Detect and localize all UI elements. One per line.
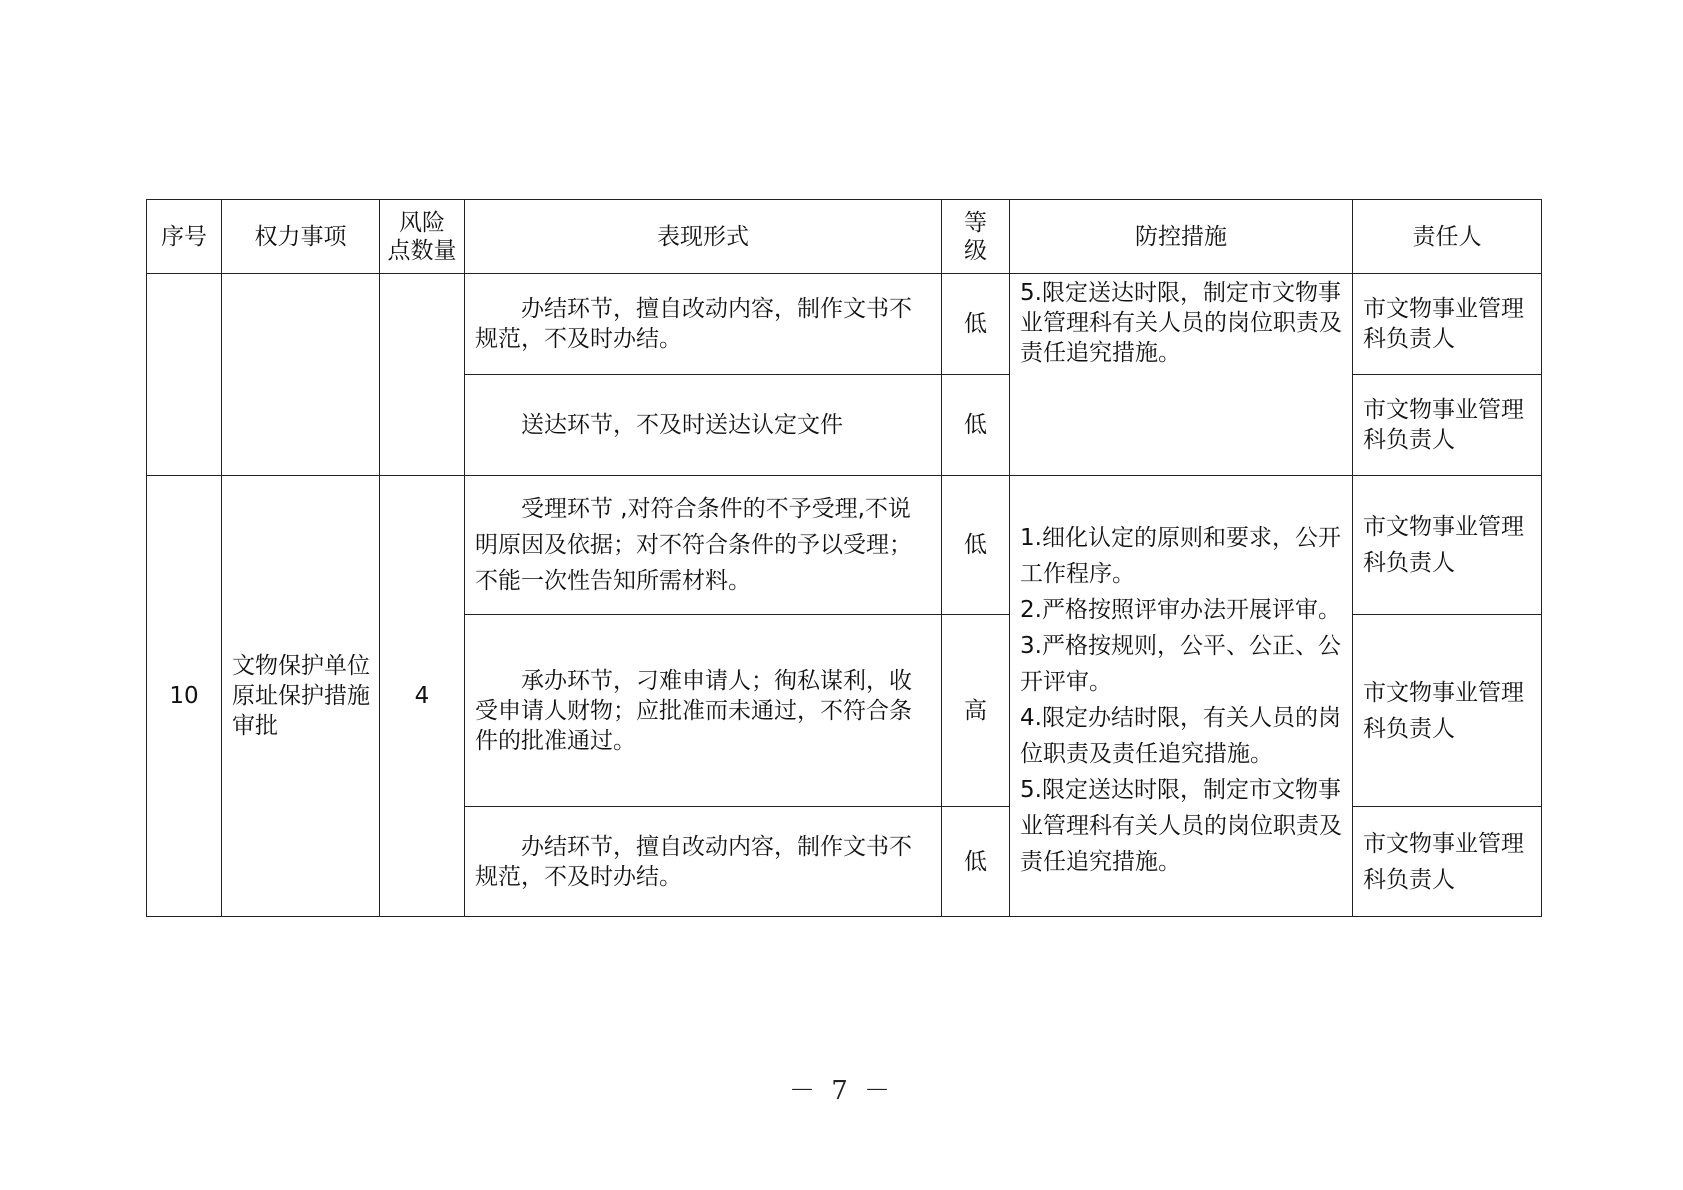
measure-item: 5.限定送达时限，制定市文物事业管理科有关人员的岗位职责及责任追究措施。 [1020, 280, 1342, 366]
cell-form [465, 615, 942, 807]
measure-item-2: 2.严格按照评审办法开展评审。 [1020, 597, 1341, 623]
header-level-line2: 级 [964, 237, 987, 264]
header-risk-count-line1: 风险 [399, 209, 445, 236]
header-risk-count-line2: 点数量 [387, 237, 457, 264]
header-power: 权力事项 [222, 200, 380, 274]
form-text: 办结环节，擅自改动内容，制作文书不规范，不及时办结。 [475, 296, 912, 352]
cell-person: 市文物事业管理科负责人 [1353, 274, 1542, 375]
cell-person: 市文物事业管理科负责人 [1353, 375, 1542, 476]
table-row [147, 476, 1542, 615]
cell-form [465, 375, 942, 476]
form-text: 办结环节，擅自改动内容，制作文书不规范，不及时办结。 [475, 833, 912, 890]
cell-risk-count: 4 [380, 476, 465, 917]
risk-control-table [146, 199, 1542, 917]
cell-measures [1010, 476, 1353, 917]
cell-level: 低 [942, 375, 1010, 476]
header-risk-count [380, 200, 465, 274]
header-level-line1: 等 [964, 209, 987, 236]
cell-measures-continued [1010, 274, 1353, 476]
measure-item-4: 4.限定办结时限，有关人员的岗位职责及责任追究措施。 [1020, 705, 1341, 767]
measure-item-3: 3.严格按规则，公平、公正、公开评审。 [1020, 633, 1341, 695]
header-seq: 序号 [147, 200, 222, 274]
cell-risk-count-empty [380, 274, 465, 476]
measure-item-1: 1.细化认定的原则和要求，公开工作程序。 [1020, 525, 1341, 587]
cell-form [465, 476, 942, 615]
form-text: 承办环节，刁难申请人；徇私谋利，收受申请人财物；应批准而未通过，不符合条件的批准通过。 [475, 667, 912, 754]
cell-level: 低 [942, 807, 1010, 917]
cell-power-empty [222, 274, 380, 476]
cell-level: 低 [942, 476, 1010, 615]
form-text: 受理环节 ,对符合条件的不予受理,不说明原因及依据；对不符合条件的予以受理；不能一次性告知所需材料。 [475, 496, 912, 594]
table-row [147, 274, 1542, 375]
cell-level: 高 [942, 615, 1010, 807]
cell-level: 低 [942, 274, 1010, 375]
header-form: 表现形式 [465, 200, 942, 274]
cell-person: 市文物事业管理科负责人 [1353, 476, 1542, 615]
cell-person: 市文物事业管理科负责人 [1353, 615, 1542, 807]
cell-seq: 10 [147, 476, 222, 917]
header-level [942, 200, 1010, 274]
measure-item-5: 5.限定送达时限，制定市文物事业管理科有关人员的岗位职责及责任追究措施。 [1020, 777, 1342, 875]
cell-person: 市文物事业管理科负责人 [1353, 807, 1542, 917]
cell-form [465, 274, 942, 375]
form-text: 送达环节，不及时送达认定文件 [521, 412, 843, 438]
page-number: － 7 － [788, 1076, 895, 1106]
cell-power: 文物保护单位原址保护措施审批 [222, 476, 380, 917]
cell-form [465, 807, 942, 917]
table-header-row [147, 200, 1542, 274]
header-measures: 防控措施 [1010, 200, 1353, 274]
cell-seq-empty [147, 274, 222, 476]
header-person: 责任人 [1353, 200, 1542, 274]
